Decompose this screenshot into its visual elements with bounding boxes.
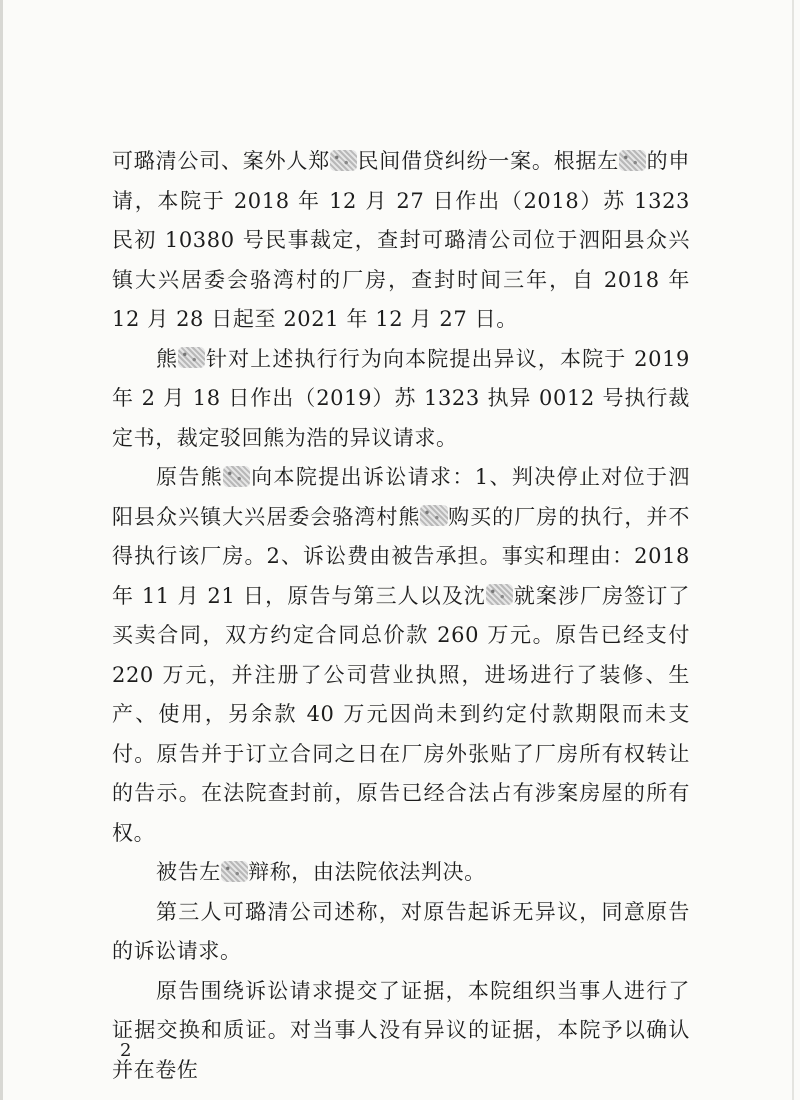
redaction-mark — [486, 584, 513, 605]
redaction-mark — [330, 150, 357, 171]
paragraph — [112, 458, 690, 853]
paragraph — [112, 142, 690, 340]
paragraph-text: 辩称，由法院依法判决。 — [248, 860, 486, 884]
paragraph-text: 针对上述执行行为向本院提出异议，本院于 2019 年 2 月 18 日作出（2019）苏 1323 执异 0012 号执行裁定书，裁定驳回熊为浩的异议请求。 — [112, 346, 690, 450]
paragraph — [112, 340, 690, 459]
paragraph-text: 第三人可璐清公司述称，对原告起诉无异议，同意原告的诉讼请求。 — [112, 899, 690, 963]
redaction-mark — [619, 150, 646, 171]
document-body — [112, 142, 690, 1090]
paragraph-text: 就案涉厂房签订了买卖合同，双方约定合同总价款 260 万元。原告已经支付 220 万元，并注册了公司营业执照，进场进行了装修、生产、使用，另余款 40 万元因尚未到约定付款期限而未支付。原告并于订立合同之日在厂房外张贴了厂房所有权转让的告示。在法院查封前，原告已经合法占有涉案房屋的所有权。 — [112, 583, 690, 845]
paragraph-text: 原告熊 — [156, 465, 224, 489]
paragraph — [112, 893, 690, 972]
paragraph-text: 可璐清公司、案外人郑 — [112, 149, 330, 173]
paragraph — [112, 972, 690, 1091]
paragraph-text: 熊 — [156, 346, 179, 371]
redaction-mark — [420, 505, 447, 526]
redaction-mark — [178, 347, 205, 368]
paragraph-text: 的申请，本院于 2018 年 12 月 27 日作出（2018）苏 1323 民初 10380 号民事裁定，查封可璐清公司位于泗阳县众兴镇大兴居委会骆湾村的厂房，查封时间三年，自 2018 年 12 月 28 日起至 2021 年 12 月 27 日。 — [112, 149, 691, 331]
paragraph-text: 购买的厂房的执行，并不得执行该厂房。2、诉讼费由被告承担。事实和理由：2018 年 11 月 21 日，原告与第三人以及沈 — [112, 504, 690, 608]
scan-edge-left — [0, 0, 3, 1100]
paragraph-text: 原告围绕诉讼请求提交了证据，本院组织当事人进行了证据交换和质证。对当事人没有异议的证据，本院予以确认并在卷佐 — [112, 978, 690, 1082]
paragraph-text: 向本院提出诉讼请求：1、判决停止对位于泗阳县众兴镇大兴居委会骆湾村熊 — [112, 465, 690, 529]
paragraph-text: 被告左 — [156, 860, 221, 884]
redaction-mark — [221, 861, 248, 882]
scan-edge-right — [792, 0, 794, 1100]
paragraph-text: 民间借贷纠纷一案。根据左 — [357, 149, 620, 173]
paragraph — [112, 853, 690, 893]
page-number: 2 — [120, 1040, 132, 1061]
redaction-mark — [223, 466, 250, 487]
